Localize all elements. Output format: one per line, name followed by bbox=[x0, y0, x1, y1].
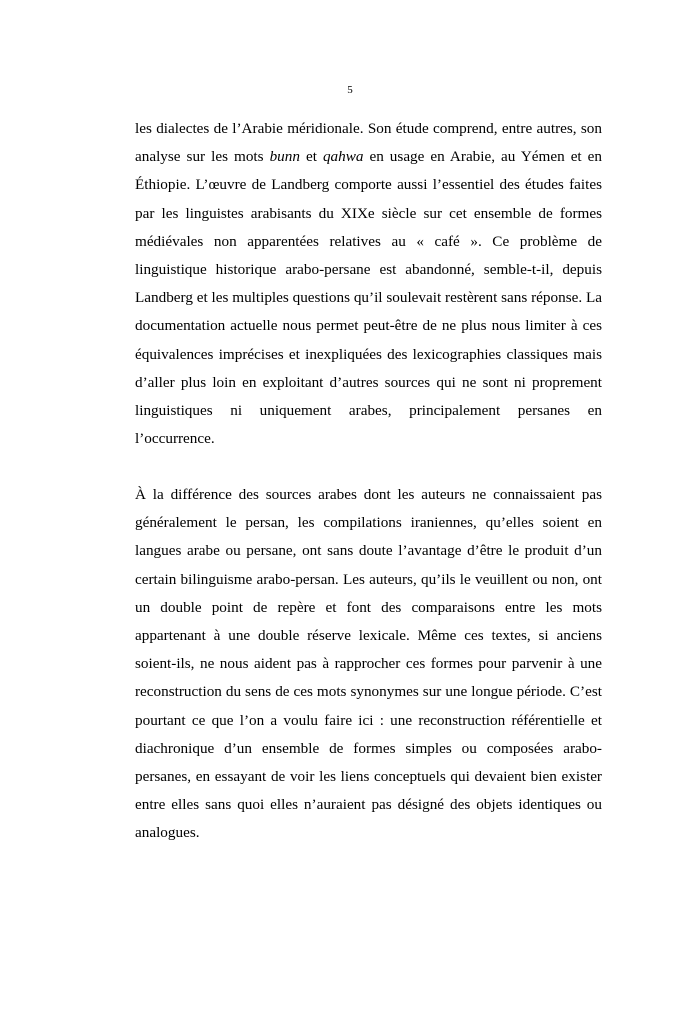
page-number: 5 bbox=[347, 84, 353, 96]
paragraph-1-text-b: et bbox=[299, 148, 323, 166]
paragraph-1 bbox=[135, 115, 602, 453]
italic-term-qahwa: qahwa bbox=[322, 148, 364, 166]
paragraph-1-text-a: les dialectes de l’Arabie méridionale. Son étude comprend, entre autres, son analyse sur les mots bbox=[135, 120, 602, 166]
italic-term-bunn: bunn bbox=[269, 148, 300, 166]
paragraph-2: À la différence des sources arabes dont les auteurs ne connaissaient pas généralement le persan, les compilations iraniennes, qu’elles soient en langues arabe ou persane, ont sans doute l’avantage d’être le produit d’un certain bilinguisme arabo-persan. Les auteurs, qu’ils le veuillent ou non, ont un double point de repère et font des comparaisons entre les mots appartenant à une double réserve lexicale. Même ces textes, si anciens soient-ils, ne nous aident pas à rapprocher ces formes pour parvenir à une reconstruction du sens de ces mots synonymes sur une longue période. C’est pourtant ce que l’on a voulu faire ici : une reconstruction référentielle et diachronique d’un ensemble de formes simples ou composées arabo-persanes, en essayant de voir les liens conceptuels qui devaient bien exister entre elles sans quoi elles n’auraient pas désigné des objets identiques ou analogues. bbox=[135, 486, 602, 842]
paragraph-1-text-c: en usage en Arabie, au Yémen et en Éthiopie. L’œuvre de Landberg comporte aussi l’essentiel des études faites par les linguistes arabisants du XIXe siècle sur cet ensemble de formes médiévales non apparentées relatives au « café ». Ce problème de linguistique historique arabo-persane est abandonné, semble-t-il, depuis Landberg et les multiples questions qu’il soulevait restèrent sans réponse. La documentation actuelle nous permet peut-être de ne plus nous limiter à ces équivalences imprécises et inexpliquées des lexicographies classiques mais d’aller plus loin en exploitant d’autres sources qui ne sont ni proprement linguistiques ni uniquement arabes, principalement persanes en l’occurrence. bbox=[135, 148, 603, 448]
